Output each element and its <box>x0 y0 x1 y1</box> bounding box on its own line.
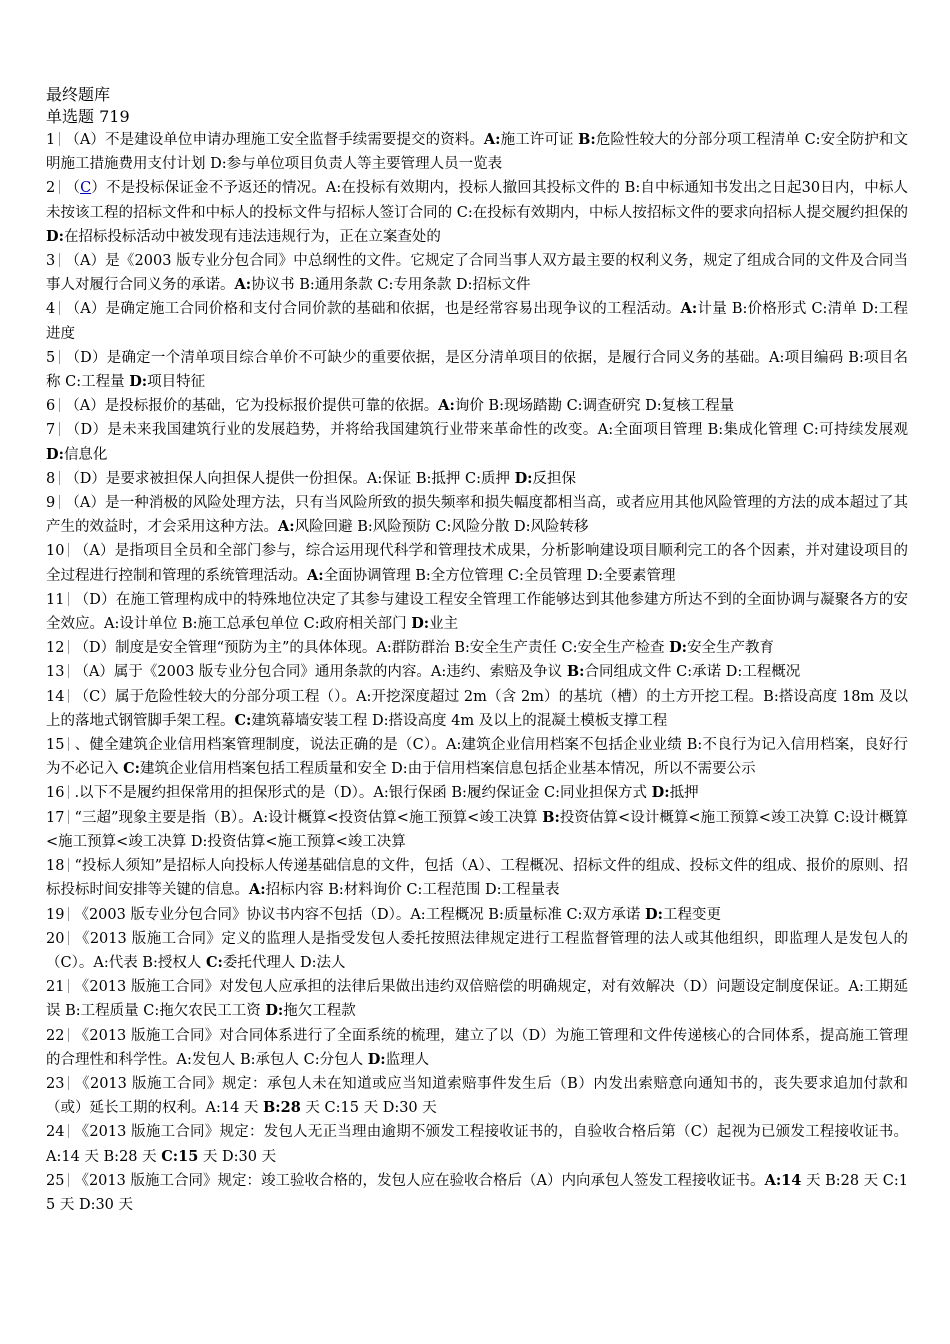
number-separator <box>59 301 60 315</box>
answer-link[interactable]: C <box>80 180 92 197</box>
question-text: 投资估算<设计概算<施工预算<竣工决算 C:设计概算<施工预算<竣工决算 D:投资估算<施工预算<竣工决算 <box>46 809 908 850</box>
question-text: （D）是未来我国建筑行业的发展趋势，并将给我国建筑行业带来革命性的改变。A:全面项目管理 B:集成化管理 C:可持续发展观 <box>65 422 908 439</box>
question-text: 业主 <box>429 616 459 633</box>
question-item <box>46 346 908 394</box>
question-number: 6 <box>46 398 56 415</box>
number-separator <box>59 253 60 267</box>
question-item <box>46 636 908 660</box>
question-number: 7 <box>46 422 56 439</box>
question-text: 天 D:30 天 <box>198 1148 277 1165</box>
question-number: 9 <box>46 495 56 512</box>
answer-option-key: D: <box>651 784 670 802</box>
answer-option-key: C: <box>234 711 252 729</box>
question-number: 2 <box>46 180 56 197</box>
question-text: 反担保 <box>532 470 576 487</box>
question-number: 19 <box>46 906 65 923</box>
question-text: （C）属于危险性较大的分部分项工程（）。A:开挖深度超过 2m（含 2m）的基坑（槽）的土方开挖工程。B:搭设高度 18m 及以上的落地式钢管脚手架工程。 <box>46 688 908 729</box>
question-text: （A）是《2003 版专业分包合同》中总纲性的文件。它规定了合同当事人双方最主要的权利义务，规定了组成合同的文件及合同当事人对履行合同义务的承诺。 <box>46 253 908 294</box>
number-separator <box>68 1173 69 1187</box>
question-item <box>46 975 908 1023</box>
question-number: 11 <box>46 591 65 608</box>
question-text: （A）是确定施工合同价格和支付合同价款的基础和依据，也是经常容易出现争议的工程活动。 <box>65 301 681 318</box>
question-number: 3 <box>46 253 56 270</box>
question-text: .以下不是履约担保常用的担保形式的是（D）。A:银行保函 B:履约保证金 C:同业担保方式 <box>74 785 652 802</box>
question-text: 、健全建筑企业信用档案管理制度，说法正确的是（C）。A:建筑企业信用档案不包括企业业绩 B:不良行为记入信用档案，良好行为不必记入 <box>46 737 908 778</box>
question-text: （A）是一种消极的风险处理方法，只有当风险所致的损失频率和损失幅度都相当高，或者应用其他风险管理的方法的成本超过了其产生的效益时，才会采用这种方法。 <box>46 495 908 536</box>
question-number: 20 <box>46 930 65 947</box>
question-text: 监理人 <box>385 1051 430 1068</box>
question-text: 全面协调管理 B:全方位管理 C:全员管理 D:全要素管理 <box>323 567 676 584</box>
question-item <box>46 418 908 466</box>
number-separator <box>59 350 60 364</box>
question-text: （A）不是建设单位申请办理施工安全监督手续需要提交的资料。 <box>65 132 484 148</box>
answer-option-key: A: <box>234 276 252 294</box>
question-text: 建筑幕墙安装工程 D:搭设高度 4m 及以上的混凝土模板支撑工程 <box>251 712 668 729</box>
question-number: 1 <box>46 132 56 148</box>
answer-option-key: D: <box>265 1002 284 1020</box>
question-number: 16 <box>46 785 65 802</box>
answer-option-key: A: <box>307 566 324 584</box>
question-number: 22 <box>46 1027 65 1044</box>
page-title: 最终题库 <box>46 85 111 104</box>
number-separator <box>68 979 69 993</box>
question-text: 风险回避 B:风险预防 C:风险分散 D:风险转移 <box>294 519 589 536</box>
question-number: 10 <box>46 543 65 560</box>
question-text: 《2013 版施工合同》对合同体系进行了全面系统的梳理，建立了以（D）为施工管理和文件传递核心的合同体系，提高施工管理的合理性和科学性。A:发包人 B:承包人 C:分包人 <box>46 1027 908 1068</box>
question-number: 4 <box>46 301 56 318</box>
answer-option-key: C:15 <box>161 1147 199 1165</box>
section-heading: 单选题 719 <box>46 107 130 126</box>
answer-option-key: D: <box>129 373 148 391</box>
question-item <box>46 176 908 249</box>
question-item <box>46 297 908 345</box>
question-item <box>46 806 908 854</box>
question-text: 抵押 <box>669 785 699 802</box>
number-separator <box>59 471 60 485</box>
question-number: 21 <box>46 979 65 996</box>
question-item <box>46 128 908 176</box>
question-text: 天 C:15 天 D:30 天 <box>300 1100 437 1117</box>
question-item <box>46 394 908 418</box>
number-separator <box>59 180 60 194</box>
number-separator <box>68 858 69 872</box>
question-text: 《2013 版施工合同》对发包人应承担的法律后果做出违约双倍赔偿的明确规定，对有效解决（D）问题设定制度保证。A:工期延误 B:工程质量 C:拖欠农民工工资 <box>46 979 908 1020</box>
answer-option-key: A: <box>680 300 698 318</box>
answer-option-key: B: <box>578 131 596 148</box>
question-text: 在招标投标活动中被发现有违法违规行为，正在立案查处的 <box>63 228 441 245</box>
question-text: （D）是要求被担保人向担保人提供一份担保。A:保证 B:抵押 C:质押 <box>65 470 515 487</box>
number-separator <box>68 640 69 654</box>
question-text: （A）是投标报价的基础，它为投标报价提供可靠的依据。 <box>65 398 439 415</box>
question-text: ）不是投标保证金不予返还的情况。A:在投标有效期内，投标人撤回其投标文件的 B:自中标通知书发出之日起30日内，中标人未按该工程的招标文件和中标人的投标文件与招标人签订合同的 C:在投标有效期内，中标人按招标文件的要求向招标人提交履约担保的 <box>46 180 909 221</box>
answer-option-key: D: <box>46 445 64 463</box>
question-item <box>46 467 908 491</box>
answer-option-key: D: <box>514 469 533 487</box>
question-item <box>46 903 908 927</box>
question-text: （ <box>65 180 81 197</box>
question-number: 18 <box>46 858 65 875</box>
answer-option-key: A: <box>249 881 266 899</box>
question-text: 委托代理人 D:法人 <box>222 954 346 971</box>
question-text: （A）是指项目全员和全部门参与，综合运用现代科学和管理技术成果，分析影响建设项目顺利完工的各个因素，并对建设项目的全过程进行控制和管理的系统管理活动。 <box>46 543 908 584</box>
answer-option-key: A: <box>483 131 501 148</box>
question-text: 项目特征 <box>147 374 206 391</box>
number-separator <box>68 907 69 921</box>
question-item <box>46 781 908 805</box>
answer-option-key: C: <box>123 760 141 778</box>
question-text: 拖欠工程款 <box>283 1003 356 1020</box>
question-item <box>46 1169 908 1217</box>
question-text: 《2013 版施工合同》规定：竣工验收合格的，发包人应在验收合格后（A）内向承包人签发工程接收证书。 <box>74 1172 765 1189</box>
question-item <box>46 539 908 587</box>
number-separator <box>68 931 69 945</box>
number-separator <box>59 132 60 146</box>
question-text: 建筑企业信用档案包括工程质量和安全 D:由于信用档案信息包括企业基本情况，所以不需要公示 <box>140 761 756 778</box>
question-item <box>46 927 908 975</box>
question-text: 合同组成文件 C:承诺 D:工程概况 <box>584 664 801 681</box>
question-item <box>46 660 908 684</box>
number-separator <box>59 422 60 436</box>
number-separator <box>68 592 69 606</box>
question-number: 15 <box>46 737 65 754</box>
number-separator <box>59 398 60 412</box>
question-text: （D）在施工管理构成中的特殊地位决定了其参与建设工程安全管理工作能够达到其他参建方所达不到的全面协调与凝聚各方的安全效应。A:设计单位 B:施工总承包单位 C:政府相关部门 <box>46 591 908 633</box>
answer-option-key: C: <box>205 953 223 971</box>
question-number: 8 <box>46 470 56 487</box>
answer-option-key: D: <box>367 1050 386 1068</box>
question-item <box>46 854 908 902</box>
number-separator <box>68 1028 69 1042</box>
question-text: 询价 B:现场踏勘 C:调查研究 D:复核工程量 <box>454 398 735 415</box>
question-number: 12 <box>46 640 65 657</box>
question-item <box>46 249 908 297</box>
question-text: （D）是确定一个清单项目综合单价不可缺少的重要依据，是区分清单项目的依据，是履行合同义务的基础。A:项目编码 B:项目名称 C:工程量 <box>46 349 908 391</box>
question-list <box>46 128 908 1217</box>
answer-option-key: D: <box>645 905 663 923</box>
question-number: 13 <box>46 664 65 681</box>
question-text: 《2013 版施工合同》定义的监理人是指受发包人委托按照法律规定进行工程监督管理的法人或其他组织，即监理人是发包人的（C）。A:代表 B:授权人 <box>46 930 908 971</box>
question-item <box>46 685 908 733</box>
question-text: （D）制度是安全管理“预防为主”的具体体现。A:群防群治 B:安全生产责任 C:安全生产检查 <box>74 640 670 657</box>
number-separator <box>68 664 69 678</box>
question-number: 24 <box>46 1124 65 1141</box>
question-item <box>46 733 908 781</box>
question-item <box>46 588 908 636</box>
question-text: 信息化 <box>63 446 108 463</box>
number-separator <box>68 785 69 799</box>
question-item <box>46 1072 908 1120</box>
answer-option-key: A: <box>438 397 455 415</box>
question-number: 14 <box>46 688 65 705</box>
question-text: 天 B:28 天 C:15 天 D:30 天 <box>46 1172 908 1213</box>
question-text: 工程变更 <box>662 906 721 923</box>
question-text: 安全生产教育 <box>687 640 775 657</box>
question-text: 危险性较大的分部分项工程清单 C:安全防护和文明施工措施费用支付计划 D:参与单位项目负责人等主要管理人员一览表 <box>46 132 908 173</box>
number-separator <box>68 689 69 703</box>
answer-option-key: B:28 <box>263 1099 301 1117</box>
answer-option-key: B: <box>542 808 560 826</box>
question-text: 《2013 版施工合同》规定：发包人无正当理由逾期不颁发工程接收证书的，自验收合格后第（C）起视为已颁发工程接收证书。A:14 天 B:28 天 <box>46 1124 908 1165</box>
question-number: 5 <box>46 349 56 366</box>
question-text: 招标内容 B:材料询价 C:工程范围 D:工程量表 <box>265 882 560 899</box>
question-text: 《2003 版专业分包合同》协议书内容不包括（D）。A:工程概况 B:质量标准 C:双方承诺 <box>74 906 646 923</box>
question-text: “投标人须知”是招标人向投标人传递基础信息的文件，包括（A）、工程概况、招标文件的组成、投标文件的组成、报价的原则、招标投标时间安排等关键的信息。 <box>46 858 908 899</box>
number-separator <box>68 1124 69 1138</box>
question-number: 17 <box>46 809 65 826</box>
question-number: 25 <box>46 1172 65 1189</box>
question-item <box>46 1024 908 1072</box>
number-separator <box>68 737 69 751</box>
answer-option-key: D: <box>46 227 64 245</box>
number-separator <box>68 1076 69 1090</box>
question-text: 《2013 版施工合同》规定：承包人未在知道或应当知道索赔事件发生后（B）内发出索赔意向通知书的，丧失要求追加付款和（或）延长工期的权利。A:14 天 <box>46 1075 908 1117</box>
answer-option-key: B: <box>566 663 585 681</box>
question-text: 协议书 B:通用条款 C:专用条款 D:招标文件 <box>251 277 531 294</box>
question-text: “三超”现象主要是指（B）。A:设计概算<投资估算<施工预算<竣工决算 <box>74 809 543 826</box>
question-text: （A）属于《2003 版专业分包合同》通用条款的内容。A:违约、索赔及争议 <box>74 664 567 681</box>
question-number: 23 <box>46 1075 65 1092</box>
question-text: 施工许可证 <box>500 132 579 148</box>
number-separator <box>68 810 69 824</box>
answer-option-key: A:14 <box>764 1171 802 1189</box>
question-text: 计量 B:价格形式 C:清单 D:工程进度 <box>46 301 909 342</box>
answer-option-key: A: <box>278 518 295 536</box>
question-item <box>46 491 908 539</box>
document-page <box>46 84 908 1217</box>
answer-option-key: D: <box>669 639 688 657</box>
number-separator <box>68 543 69 557</box>
question-item <box>46 1120 908 1168</box>
number-separator <box>59 495 60 509</box>
answer-option-key: D: <box>411 615 430 633</box>
